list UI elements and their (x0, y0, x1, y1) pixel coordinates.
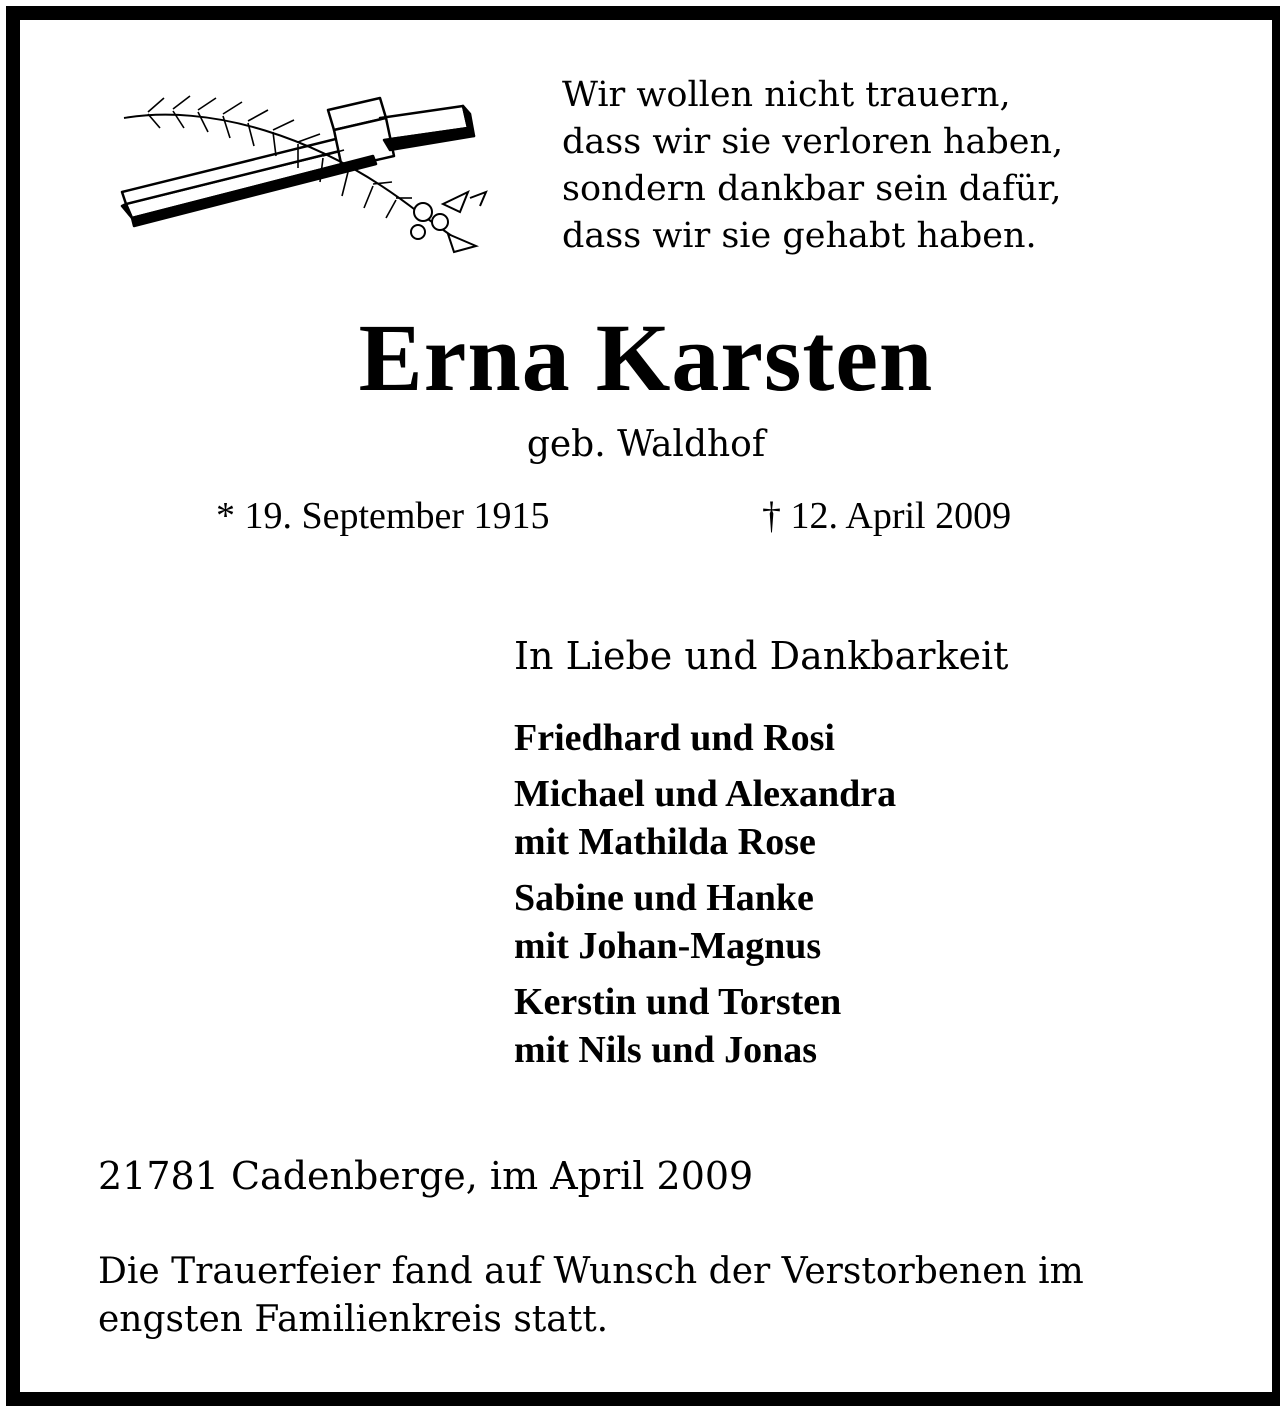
mourners-list (514, 714, 896, 1082)
place-and-date: 21781 Cadenberge, im April 2009 (98, 1154, 754, 1198)
mourners-intro: In Liebe und Dankbarkeit (514, 634, 1009, 678)
quote-line: dass wir sie gehabt haben. (562, 216, 1037, 256)
cross-with-palm-frond-icon (118, 94, 498, 264)
family-group (514, 978, 896, 1074)
quote-line: dass wir sie verloren haben, (562, 122, 1064, 162)
memorial-quote (562, 72, 1063, 260)
family-line: Michael und Alexandra (514, 773, 897, 815)
obituary-frame (6, 6, 1280, 1406)
family-line: mit Johan-Magnus (514, 925, 822, 967)
deceased-name: Erna Karsten (358, 304, 934, 411)
ceremony-notice (98, 1248, 1238, 1344)
notice-line: engsten Familienkreis statt. (98, 1299, 609, 1340)
quote-line: sondern dankbar sein dafür, (562, 169, 1062, 209)
family-line: Friedhard und Rosi (514, 717, 835, 759)
family-line: mit Mathilda Rose (514, 821, 816, 863)
family-line: mit Nils und Jonas (514, 1029, 818, 1071)
family-group (514, 874, 896, 970)
family-line: Sabine und Hanke (514, 877, 814, 919)
family-group (514, 770, 896, 866)
family-line: Kerstin und Torsten (514, 981, 842, 1023)
notice-line: Die Trauerfeier fand auf Wunsch der Verstorbenen im (98, 1251, 1084, 1292)
birth-date: * 19. September 1915 (216, 495, 550, 537)
birth-name: geb. Waldhof (526, 424, 766, 465)
quote-line: Wir wollen nicht trauern, (562, 75, 1011, 115)
family-group (514, 714, 896, 762)
death-date: † 12. April 2009 (762, 495, 1012, 537)
